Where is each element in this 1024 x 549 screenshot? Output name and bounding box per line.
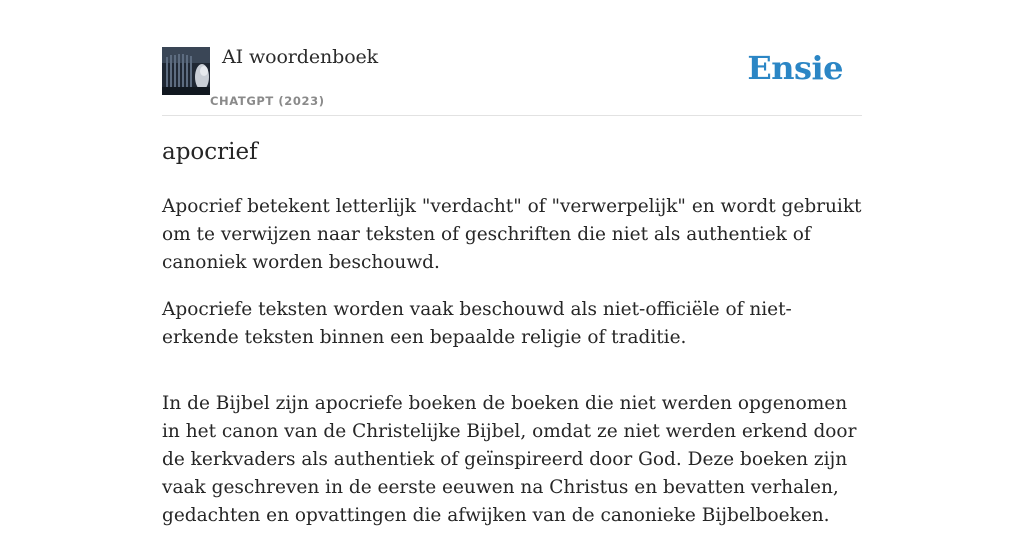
- entry-title: apocrief: [162, 139, 258, 165]
- card-header: [162, 44, 862, 116]
- definition-paragraph: Apocrief betekent letterlijk "verdacht" of "verwerpelijk" en wordt gebruikt om te verwijzen naar teksten of geschriften die niet als authentiek of canoniek worden beschouwd.: [162, 196, 862, 273]
- definition-paragraph: In de Bijbel zijn apocriefe boeken de boeken die niet werden opgenomen in het canon van de Christelijke Bijbel, omdat ze niet werden erkend door de kerkvaders als authentiek of geïnspireerd door God. Deze boeken zijn vaak geschreven in de eerste eeuwen na Christus en bevatten verhalen, gedachten en opvattingen die afwijken van de canonieke Bijbelboeken.: [162, 393, 857, 526]
- author-avatar[interactable]: [162, 47, 210, 95]
- definition-paragraph: Apocriefe teksten worden vaak beschouwd als niet-officiële of niet-erkende teksten binnen een bepaalde religie of traditie.: [162, 299, 792, 348]
- brand-logo[interactable]: Ensie: [747, 49, 843, 87]
- source-label: CHATGPT (2023): [210, 94, 325, 108]
- robot-avatar-icon: [162, 47, 210, 95]
- definition-body: [162, 193, 862, 549]
- definition-card: [162, 44, 862, 526]
- author-name[interactable]: AI woordenboek: [222, 46, 379, 68]
